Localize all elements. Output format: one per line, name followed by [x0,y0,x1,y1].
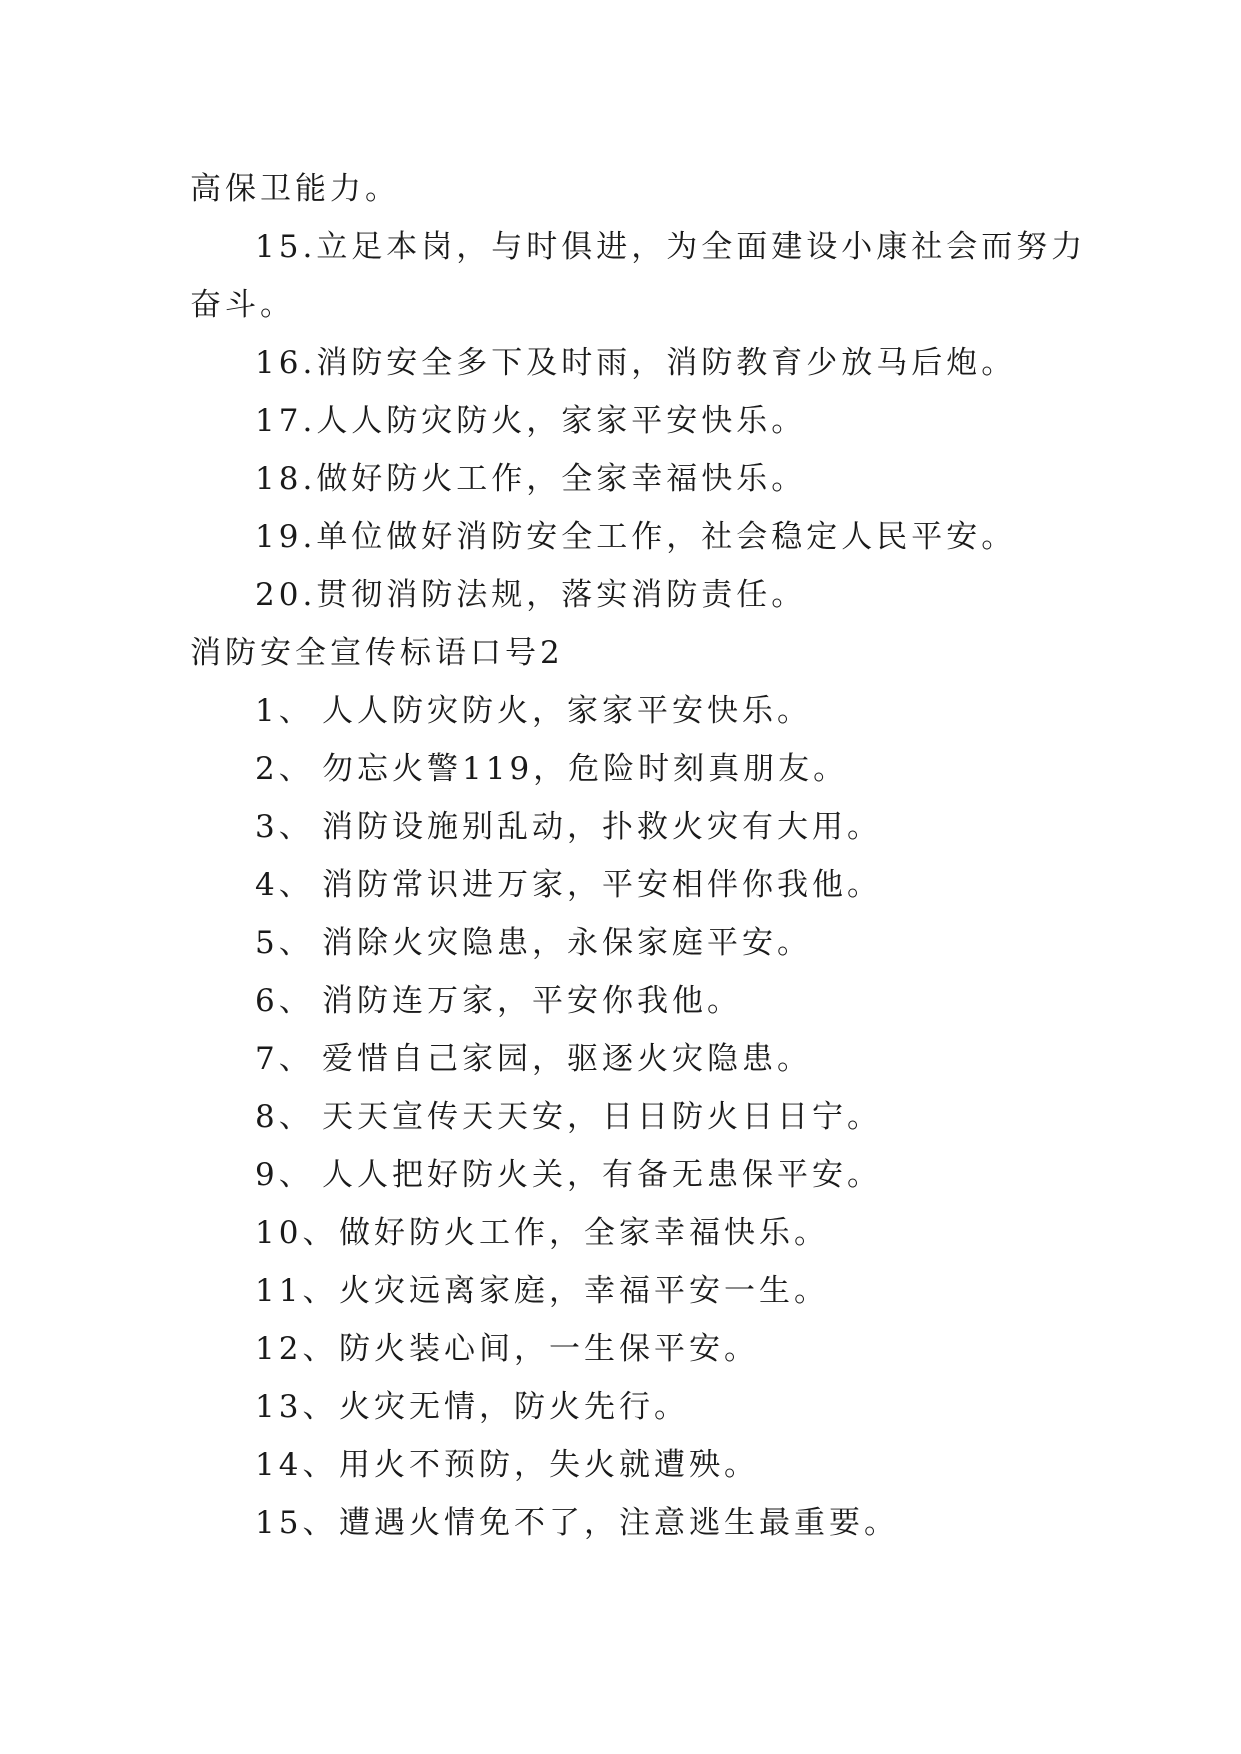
item-text: 火灾远离家庭，幸福平安一生。 [339,1273,829,1309]
item-text: 遭遇火情免不了，注意逃生最重要。 [339,1505,899,1541]
item-text: 勿忘火警119，危险时刻真朋友。 [322,751,849,787]
item-number: 6、 [255,983,314,1019]
list-item [190,1494,1060,1552]
list-item [190,1262,1060,1320]
section-heading [190,624,1060,682]
item-text: 做好防火工作，全家幸福快乐。 [316,461,807,497]
item-text: 天天宣传天天安，日日防火日日宁。 [322,1099,882,1135]
item-number: 3、 [255,809,314,845]
item-number: 2、 [255,751,314,787]
item-text: 消防连万家，平安你我他。 [322,983,742,1019]
list-item [190,1030,1060,1088]
list-item [190,1320,1060,1378]
list-item [190,334,1060,392]
list-item [190,218,1087,276]
item-number: 10、 [255,1215,338,1251]
item-number: 8、 [255,1099,314,1135]
paragraph-continuation [190,160,1060,218]
list-item [190,856,1060,914]
item-text: 用火不预防，失火就遭殃。 [339,1447,759,1483]
list-item [190,566,1060,624]
list-item [190,1088,1060,1146]
item-number: 12、 [255,1331,338,1367]
list-item [190,740,1060,798]
item-number: 17. [255,403,317,439]
document-body [190,160,1087,1552]
list-item [190,1204,1060,1262]
list-item [190,798,1060,856]
item-number: 18. [255,461,317,497]
item-text: 爱惜自己家园，驱逐火灾隐患。 [322,1041,812,1077]
item-text: 消防常识进万家，平安相伴你我他。 [322,867,882,903]
list-item [190,972,1060,1030]
item-number: 1、 [255,693,314,729]
item-text: 消除火灾隐患，永保家庭平安。 [322,925,812,961]
item-number: 16. [255,345,317,381]
line-text: 高保卫能力。 [190,171,400,207]
list-item [190,1378,1060,1436]
item-number: 7、 [255,1041,314,1077]
list-item [190,392,1060,450]
item-number: 15. [255,229,317,265]
item-text: 消防安全多下及时雨，消防教育少放马后炮。 [316,345,1017,381]
item-number: 5、 [255,925,314,961]
item-number: 20. [255,577,317,613]
item-number: 9、 [255,1157,314,1193]
item-text: 人人防灾防火，家家平安快乐。 [322,693,812,729]
item-number: 19. [255,519,317,555]
paragraph-continuation [190,276,1060,334]
item-text: 人人防灾防火，家家平安快乐。 [316,403,807,439]
list-item [190,508,1060,566]
line-text: 奋斗。 [190,287,295,323]
list-item [190,682,1060,740]
item-text: 消防设施别乱动，扑救火灾有大用。 [322,809,882,845]
item-text: 火灾无情，防火先行。 [339,1389,689,1425]
list-item [190,914,1060,972]
item-number: 15、 [255,1505,338,1541]
list-item [190,1436,1060,1494]
item-text: 做好防火工作，全家幸福快乐。 [339,1215,829,1251]
list-item [190,450,1060,508]
item-text: 单位做好消防安全工作，社会稳定人民平安。 [316,519,1017,555]
item-number: 13、 [255,1389,338,1425]
item-text: 防火装心间，一生保平安。 [339,1331,759,1367]
item-text: 立足本岗，与时俱进，为全面建设小康社会而努力 [316,229,1087,265]
section-heading-text: 消防安全宣传标语口号2 [190,635,564,671]
item-number: 11、 [255,1273,338,1309]
item-number: 14、 [255,1447,338,1483]
list-item [190,1146,1060,1204]
item-number: 4、 [255,867,314,903]
item-text: 人人把好防火关，有备无患保平安。 [322,1157,882,1193]
item-text: 贯彻消防法规，落实消防责任。 [316,577,807,613]
